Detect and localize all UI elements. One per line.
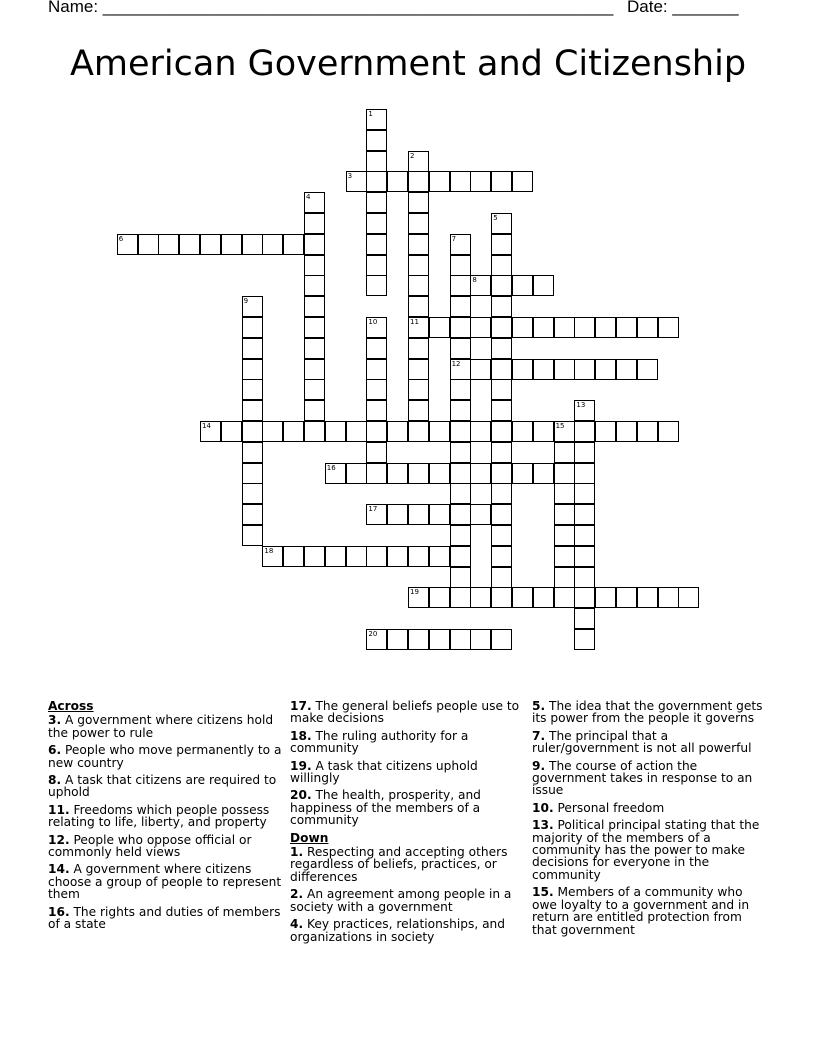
clue-number: 14 [202,422,211,430]
grid-cell[interactable] [554,587,575,608]
grid-cell[interactable] [554,442,575,463]
across-clue: 20. The health, prosperity, and happiness of the members of a community [290,788,481,828]
grid-cell[interactable] [450,255,471,276]
grid-cell[interactable] [574,463,595,484]
grid-cell[interactable] [450,525,471,546]
grid-cell[interactable] [408,587,429,608]
grid-cell[interactable] [491,463,512,484]
grid-cell[interactable] [533,359,554,380]
grid-cell[interactable] [512,463,533,484]
grid-cell[interactable] [574,546,595,567]
grid-cell[interactable] [117,234,138,255]
down-clue: 2. An agreement among people in a society with a government [290,887,512,914]
grid-cell[interactable] [595,317,616,338]
grid-cell[interactable] [387,629,408,650]
grid-cell[interactable] [429,317,450,338]
grid-cell[interactable] [408,338,429,359]
grid-cell[interactable] [512,587,533,608]
grid-cell[interactable] [408,546,429,567]
grid-cell[interactable] [366,379,387,400]
grid-cell[interactable] [304,338,325,359]
grid-cell[interactable] [574,629,595,650]
grid-cell[interactable] [450,483,471,504]
grid-cell[interactable] [470,359,491,380]
grid-cell[interactable] [574,421,595,442]
grid-cell[interactable] [574,317,595,338]
grid-cell[interactable] [242,421,263,442]
grid-cell[interactable] [408,400,429,421]
clue-number: 20 [368,630,378,638]
grid-cell[interactable] [616,317,637,338]
grid-cell[interactable] [512,359,533,380]
grid-cell[interactable] [346,463,367,484]
name-field-label: Name: ______________________________________________________ [48,0,614,16]
grid-cell[interactable] [429,629,450,650]
grid-cell[interactable] [366,151,387,172]
grid-cell[interactable] [387,421,408,442]
grid-cell[interactable] [470,171,491,192]
grid-cell[interactable] [450,317,471,338]
grid-cell[interactable] [408,317,429,338]
grid-cell[interactable] [366,255,387,276]
across-heading: Across [48,699,94,713]
grid-cell[interactable] [450,234,471,255]
grid-cell[interactable] [429,587,450,608]
grid-cell[interactable] [637,587,658,608]
grid-cell[interactable] [491,275,512,296]
grid-cell[interactable] [574,567,595,588]
grid-cell[interactable] [179,234,200,255]
grid-cell[interactable] [491,317,512,338]
across-clue: 16. The rights and duties of members of a state [48,904,281,932]
clue-number: 4 [306,193,311,202]
grid-cell[interactable] [408,379,429,400]
grid-cell[interactable] [429,504,450,525]
clue-number: 10 [368,318,378,326]
grid-cell[interactable] [470,504,491,525]
grid-cell[interactable] [366,629,387,650]
grid-cell[interactable] [221,421,242,442]
grid-cell[interactable] [595,359,616,380]
down-heading: Down [290,830,329,845]
grid-cell[interactable] [470,421,491,442]
grid-cell[interactable] [366,504,387,525]
grid-cell[interactable] [491,421,512,442]
grid-cell[interactable] [450,171,471,192]
down-clue: 10. Personal freedom [532,800,665,815]
clue-number: 15 [555,422,565,430]
grid-cell[interactable] [512,317,533,338]
grid-cell[interactable] [200,234,221,255]
grid-cell[interactable] [616,359,637,380]
grid-cell[interactable] [242,504,263,525]
clue-number: 13 [576,401,586,410]
grid-cell[interactable] [304,546,325,567]
grid-cell[interactable] [242,296,263,317]
grid-cell[interactable] [678,587,699,608]
grid-cell[interactable] [242,338,263,359]
grid-cell[interactable] [637,317,658,338]
grid-cell[interactable] [325,421,346,442]
across-clue: 3. A government where citizens hold the power to rule [48,713,274,740]
grid-cell[interactable] [408,192,429,213]
down-clue: 1. Respecting and accepting others regardless of beliefs, practices, or differences [290,845,508,884]
grid-cell[interactable] [450,421,471,442]
grid-cell[interactable] [304,296,325,317]
grid-cell[interactable] [533,587,554,608]
grid-cell[interactable] [408,504,429,525]
grid-cell[interactable] [429,546,450,567]
page-title: American Government and Citizenship [69,44,747,84]
clue-number: 3 [347,172,353,181]
grid-cell[interactable] [242,359,263,380]
grid-cell[interactable] [637,421,658,442]
grid-cell[interactable] [366,400,387,421]
grid-cell[interactable] [304,192,325,213]
clue-number: 5 [493,214,498,222]
grid-cell[interactable] [658,317,679,338]
grid-cell[interactable] [283,234,304,255]
grid-cell[interactable] [366,192,387,213]
grid-cell[interactable] [450,296,471,317]
grid-cell[interactable] [533,463,554,484]
grid-cell[interactable] [366,442,387,463]
grid-cell[interactable] [658,587,679,608]
grid-cell[interactable] [366,421,387,442]
grid-cell[interactable] [470,629,491,650]
across-clue: 8. A task that citizens are required to uphold [48,773,277,800]
grid-cell[interactable] [242,463,263,484]
grid-cell[interactable] [408,359,429,380]
clues-column-2 [290,700,525,948]
grid-cell[interactable] [554,525,575,546]
grid-cell[interactable] [366,317,387,338]
grid-cell[interactable] [470,587,491,608]
grid-cell[interactable] [574,442,595,463]
grid-cell[interactable] [450,546,471,567]
grid-cell[interactable] [554,483,575,504]
grid-cell[interactable] [304,359,325,380]
grid-cell[interactable] [242,525,263,546]
grid-cell[interactable] [366,546,387,567]
grid-cell[interactable] [512,171,533,192]
grid-cell[interactable] [138,234,159,255]
grid-cell[interactable] [574,587,595,608]
grid-cell[interactable] [387,546,408,567]
grid-cell[interactable] [387,504,408,525]
grid-cell[interactable] [554,546,575,567]
grid-cell[interactable] [283,421,304,442]
clue-number: 18 [264,546,274,555]
grid-cell[interactable] [470,275,491,296]
grid-cell[interactable] [366,338,387,359]
grid-cell[interactable] [637,359,658,380]
grid-cell[interactable] [366,109,387,130]
grid-cell[interactable] [304,379,325,400]
clue-number: 11 [410,318,419,326]
clue-number: 6 [118,234,124,243]
grid-cell[interactable] [554,504,575,525]
grid-cell[interactable] [491,296,512,317]
grid-cell[interactable] [346,171,367,192]
grid-cell[interactable] [387,171,408,192]
grid-cell[interactable] [658,421,679,442]
grid-cell[interactable] [533,421,554,442]
grid-cell[interactable] [450,275,471,296]
date-field-label: Date: _______ [627,0,739,16]
grid-cell[interactable] [304,275,325,296]
down-clue: 5. The idea that the government gets its power from the people it governs [532,699,763,726]
down-clue: 15. Members of a community who owe loyalty to a government and in return are entitled protection from that government [532,885,750,937]
grid-cell[interactable] [450,379,471,400]
grid-cell[interactable] [346,546,367,567]
grid-cell[interactable] [533,317,554,338]
grid-cell[interactable] [242,442,263,463]
grid-cell[interactable] [262,546,283,567]
grid-cell[interactable] [325,546,346,567]
grid-cell[interactable] [366,130,387,151]
grid-cell[interactable] [491,504,512,525]
clue-number: 8 [472,276,477,285]
clue-number: 12 [451,359,461,368]
grid-cell[interactable] [408,296,429,317]
across-clue: 12. People who oppose official or commonly held views [48,832,252,860]
grid-cell[interactable] [366,171,387,192]
grid-cell[interactable] [325,463,346,484]
grid-cell[interactable] [554,463,575,484]
grid-cell[interactable] [491,587,512,608]
grid-cell[interactable] [574,525,595,546]
grid-cell[interactable] [408,255,429,276]
grid-cell[interactable] [221,234,242,255]
grid-cell[interactable] [574,483,595,504]
clue-number: 17 [368,505,378,514]
grid-cell[interactable] [304,234,325,255]
grid-cell[interactable] [262,421,283,442]
grid-cell[interactable] [491,213,512,234]
grid-cell[interactable] [554,317,575,338]
grid-cell[interactable] [429,171,450,192]
grid-cell[interactable] [408,213,429,234]
grid-cell[interactable] [304,421,325,442]
grid-cell[interactable] [366,463,387,484]
grid-cell[interactable] [512,275,533,296]
grid-cell[interactable] [616,421,637,442]
grid-cell[interactable] [304,400,325,421]
grid-cell[interactable] [408,234,429,255]
grid-cell[interactable] [491,483,512,504]
grid-cell[interactable] [491,338,512,359]
grid-cell[interactable] [366,359,387,380]
grid-cell[interactable] [554,421,575,442]
grid-cell[interactable] [304,213,325,234]
down-clue: 7. The principal that a ruler/government is not all powerful [532,728,752,756]
grid-cell[interactable] [491,400,512,421]
grid-cell[interactable] [304,255,325,276]
clues-column-1 [48,700,283,936]
grid-cell[interactable] [491,629,512,650]
grid-cell[interactable] [366,213,387,234]
grid-cell[interactable] [450,504,471,525]
clue-number: 9 [243,297,249,306]
grid-cell[interactable] [158,234,179,255]
across-clue: 14. A government where citizens choose a group of people to represent them [48,862,282,902]
grid-cell[interactable] [366,234,387,255]
grid-cell[interactable] [574,504,595,525]
grid-cell[interactable] [450,400,471,421]
across-clue: 17. The general beliefs people use to make decisions [290,699,520,726]
grid-cell[interactable] [200,421,221,442]
grid-cell[interactable] [512,421,533,442]
clues-column-3 [532,700,767,941]
down-clue: 13. Political principal stating that the majority of the members of a community has the power to make decisions for everyone in the community [532,818,760,882]
grid-cell[interactable] [450,587,471,608]
grid-cell[interactable] [304,317,325,338]
grid-cell[interactable] [491,171,512,192]
grid-cell[interactable] [554,359,575,380]
grid-cell[interactable] [408,421,429,442]
grid-cell[interactable] [408,629,429,650]
grid-cell[interactable] [470,463,491,484]
grid-cell[interactable] [429,421,450,442]
grid-cell[interactable] [450,567,471,588]
grid-cell[interactable] [491,359,512,380]
grid-cell[interactable] [554,567,575,588]
grid-cell[interactable] [470,317,491,338]
grid-cell[interactable] [595,421,616,442]
grid-cell[interactable] [387,463,408,484]
clue-number: 19 [410,588,419,597]
grid-cell[interactable] [616,587,637,608]
grid-cell[interactable] [408,275,429,296]
grid-cell[interactable] [491,567,512,588]
grid-cell[interactable] [533,275,554,296]
grid-cell[interactable] [283,546,304,567]
grid-cell[interactable] [408,151,429,172]
across-clue: 19. A task that citizens uphold willingly [290,758,478,786]
clue-number: 16 [326,463,336,472]
grid-cell[interactable] [491,234,512,255]
grid-cell[interactable] [450,442,471,463]
grid-cell[interactable] [491,379,512,400]
grid-cell[interactable] [595,587,616,608]
down-clue: 9. The course of action the government takes in response to an issue [532,758,753,798]
clue-number: 2 [410,151,415,160]
grid-cell[interactable] [450,463,471,484]
grid-cell[interactable] [346,421,367,442]
grid-cell[interactable] [262,234,283,255]
grid-cell[interactable] [450,629,471,650]
grid-cell[interactable] [574,359,595,380]
grid-cell[interactable] [408,171,429,192]
grid-cell[interactable] [491,525,512,546]
across-clue: 11. Freedoms which people possess relating to life, liberty, and property [48,802,270,830]
grid-cell[interactable] [574,608,595,629]
clue-number: 1 [368,110,373,118]
grid-cell[interactable] [366,275,387,296]
grid-cell[interactable] [242,317,263,338]
grid-cell[interactable] [429,463,450,484]
grid-cell[interactable] [491,442,512,463]
grid-cell[interactable] [242,234,263,255]
grid-cell[interactable] [574,400,595,421]
grid-cell[interactable] [450,338,471,359]
grid-cell[interactable] [491,546,512,567]
grid-cell[interactable] [491,255,512,276]
clue-number: 7 [451,234,457,243]
across-clue: 6. People who move permanently to a new country [48,743,282,770]
grid-cell[interactable] [242,400,263,421]
grid-cell[interactable] [242,379,263,400]
grid-cell[interactable] [450,359,471,380]
down-clue: 4. Key practices, relationships, and organizations in society [290,917,506,944]
grid-cell[interactable] [242,483,263,504]
grid-cell[interactable] [408,463,429,484]
across-clue: 18. The ruling authority for a community [290,728,469,756]
